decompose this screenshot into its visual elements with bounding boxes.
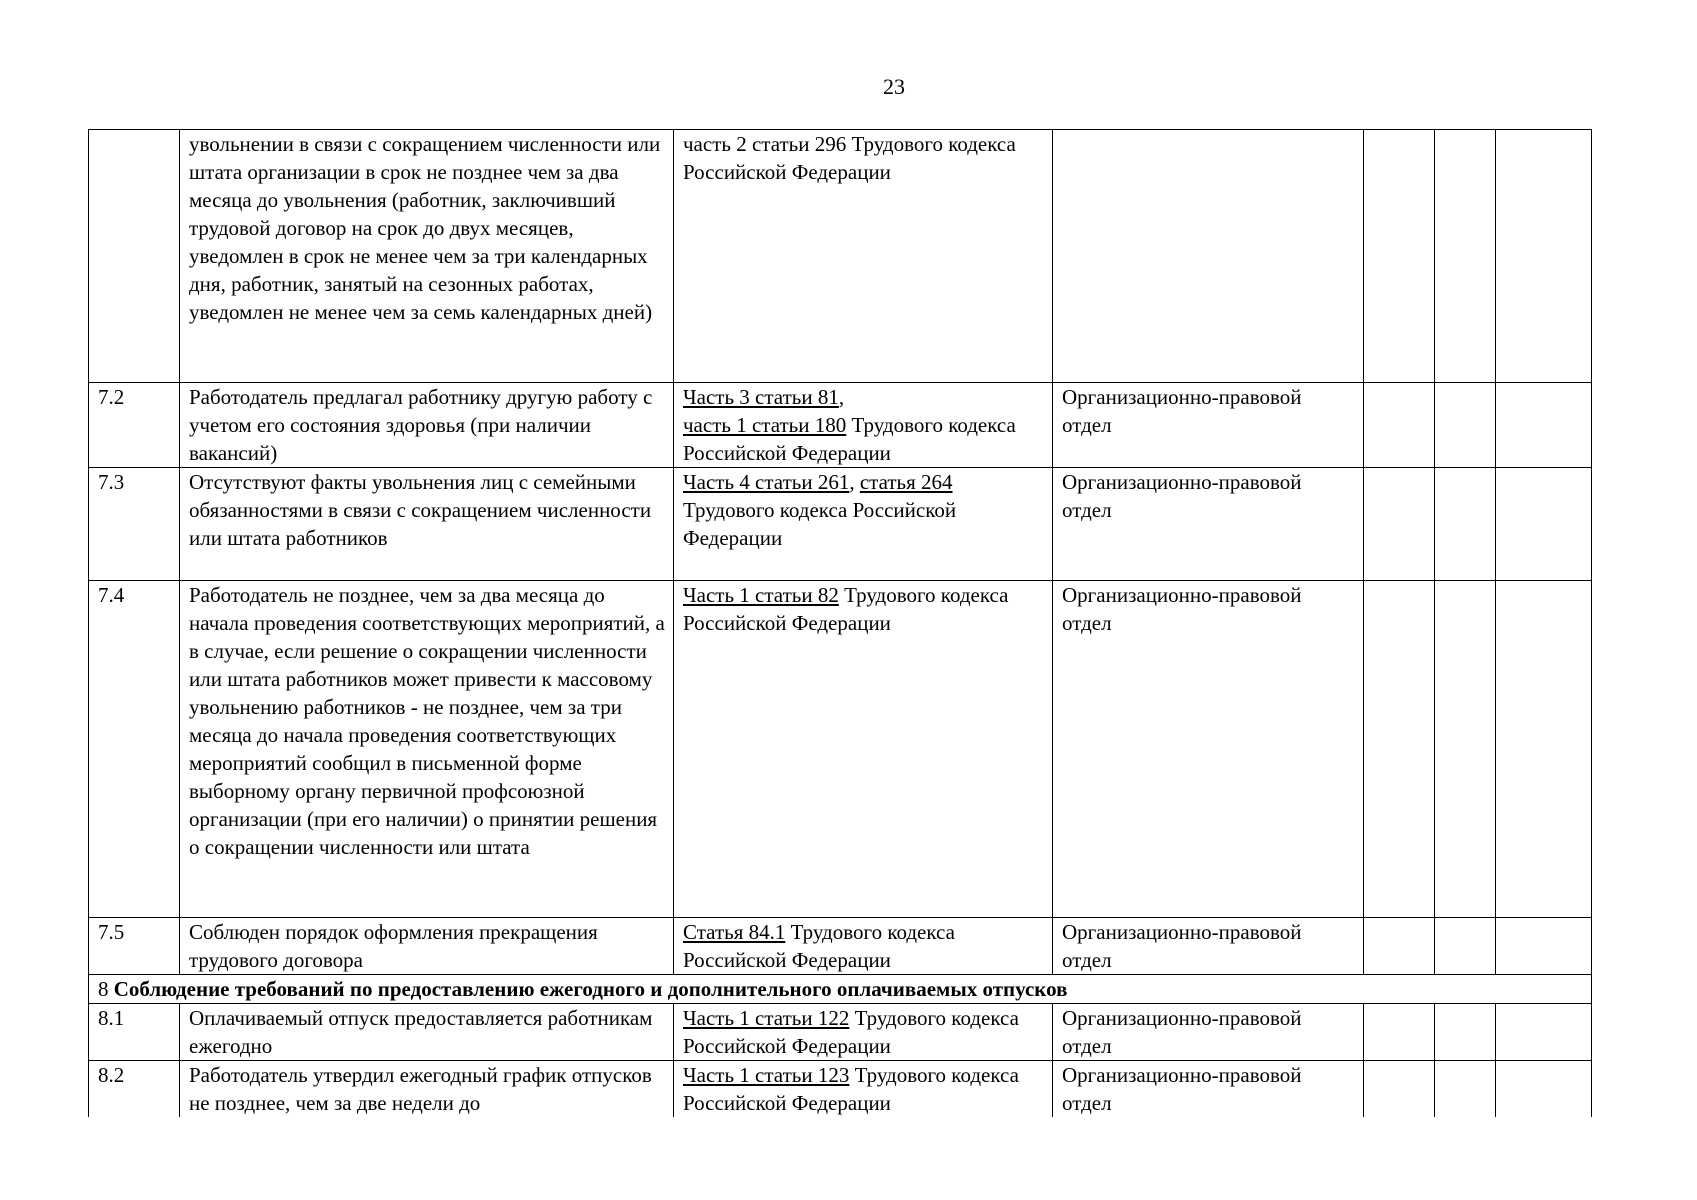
item-number: 8.2: [89, 1061, 180, 1118]
requirement-text: Соблюден порядок оформления прекращения трудового договора: [180, 918, 674, 975]
answer-cell: [1496, 918, 1592, 975]
table-row: [89, 1004, 1592, 1061]
answer-cell: [1364, 383, 1435, 468]
responsible-department: Организационно-правовой отдел: [1053, 581, 1364, 918]
item-number: 7.5: [89, 918, 180, 975]
legal-basis: [674, 130, 1053, 383]
section-header-row: [89, 975, 1592, 1004]
legal-reference-link[interactable]: Статья 84.1: [683, 920, 786, 944]
legal-basis-text: Трудового кодекса Российской Федерации: [683, 413, 1016, 465]
legal-basis: [674, 581, 1053, 918]
table-row: [89, 1061, 1592, 1118]
section-number: 8: [98, 977, 109, 1001]
legal-reference-link[interactable]: Часть 1 статьи 122: [683, 1006, 850, 1030]
item-number: 7.2: [89, 383, 180, 468]
requirement-text: Работодатель предлагал работнику другую работу с учетом его состояния здоровья (при наличии вакансий): [180, 383, 674, 468]
answer-cell: [1496, 1004, 1592, 1061]
answer-cell: [1364, 1004, 1435, 1061]
answer-cell: [1435, 918, 1496, 975]
answer-cell: [1435, 468, 1496, 581]
answer-cell: [1435, 383, 1496, 468]
requirement-text: Отсутствуют факты увольнения лиц с семейными обязанностями в связи с сокращением численности или штата работников: [180, 468, 674, 581]
table-row: [89, 468, 1592, 581]
page-number: 23: [883, 74, 905, 99]
responsible-department: Организационно-правовой отдел: [1053, 1061, 1364, 1118]
legal-basis: Часть 4 статьи 261, статья 264 Трудового кодекса Российской Федерации: [674, 468, 1053, 581]
legal-reference-link[interactable]: Часть 3 статьи 81: [683, 385, 839, 409]
answer-cell: [1364, 1061, 1435, 1118]
table-row: [89, 918, 1592, 975]
legal-basis-text: Трудового кодекса Российской Федерации: [683, 1063, 1019, 1115]
answer-cell: [1364, 468, 1435, 581]
legal-basis-text: часть 2 статьи 296 Трудового кодекса Российской Федерации: [683, 132, 1016, 184]
legal-reference-link[interactable]: Часть 1 статьи 123: [683, 1063, 850, 1087]
answer-cell: [1435, 130, 1496, 383]
answer-cell: [1496, 581, 1592, 918]
legal-basis-text: Трудового кодекса Российской Федерации: [683, 920, 955, 972]
responsible-department: [1053, 130, 1364, 383]
responsible-department: Организационно-правовой отдел: [1053, 1004, 1364, 1061]
answer-cell: [1435, 1061, 1496, 1118]
legal-basis: [674, 1004, 1053, 1061]
requirement-text: Оплачиваемый отпуск предоставляется работникам ежегодно: [180, 1004, 674, 1061]
item-number: [89, 130, 180, 383]
table-row: [89, 383, 1592, 468]
answer-cell: [1364, 581, 1435, 918]
legal-reference-link[interactable]: статья 264: [859, 470, 953, 494]
legal-reference-link[interactable]: Часть 1 статьи 82: [683, 583, 839, 607]
legal-basis: [674, 918, 1053, 975]
item-number: 7.3: [89, 468, 180, 581]
section-header: [89, 975, 1592, 1004]
legal-reference-link[interactable]: Часть 4 статьи 261: [683, 470, 850, 494]
legal-basis-text: Трудового кодекса Российской Федерации: [683, 583, 1009, 635]
answer-cell: [1496, 1061, 1592, 1118]
item-number: 8.1: [89, 1004, 180, 1061]
responsible-department: Организационно-правовой отдел: [1053, 918, 1364, 975]
item-number: 7.4: [89, 581, 180, 918]
legal-basis: [674, 1061, 1053, 1118]
responsible-department: Организационно-правовой отдел: [1053, 468, 1364, 581]
legal-basis: Часть 3 статьи 81, часть 1 статьи 180 Трудового кодекса Российской Федерации: [674, 383, 1053, 468]
requirement-text: Работодатель утвердил ежегодный график отпусков не позднее, чем за две недели до: [180, 1061, 674, 1118]
answer-cell: [1364, 918, 1435, 975]
table-row: [89, 581, 1592, 918]
answer-cell: [1496, 383, 1592, 468]
requirement-text: увольнении в связи с сокращением численности или штата организации в срок не позднее чем за два месяца до увольнения (работник, заключивший трудовой договор на срок до двух месяцев, уведомлен в срок не менее чем за три календарных дня, работник, занятый на сезонных работах, уведомлен не менее чем за семь календарных дней): [180, 130, 674, 383]
legal-basis-text: Трудового кодекса Российской Федерации: [683, 1006, 1019, 1058]
answer-cell: [1435, 1004, 1496, 1061]
answer-cell: [1496, 130, 1592, 383]
answer-cell: [1364, 130, 1435, 383]
requirement-text: Работодатель не позднее, чем за два месяца до начала проведения соответствующих мероприятий, а в случае, если решение о сокращении численности или штата работников может привести к массовому увольнению работников - не позднее, чем за три месяца до начала проведения соответствующих мероприятий сообщил в письменной форме выборному органу первичной профсоюзной организации (при его наличии) о принятии решения о сокращении численности или штата: [180, 581, 674, 918]
responsible-department: Организационно-правовой отдел: [1053, 383, 1364, 468]
legal-reference-link[interactable]: часть 1 статьи 180: [683, 413, 847, 437]
section-title: Соблюдение требований по предоставлению ежегодного и дополнительного оплачиваемых отпусков: [113, 977, 1068, 1001]
checklist-table: [88, 129, 1592, 1117]
legal-basis-text: Трудового кодекса Российской Федерации: [683, 498, 957, 550]
answer-cell: [1496, 468, 1592, 581]
table-row: [89, 130, 1592, 383]
answer-cell: [1435, 581, 1496, 918]
